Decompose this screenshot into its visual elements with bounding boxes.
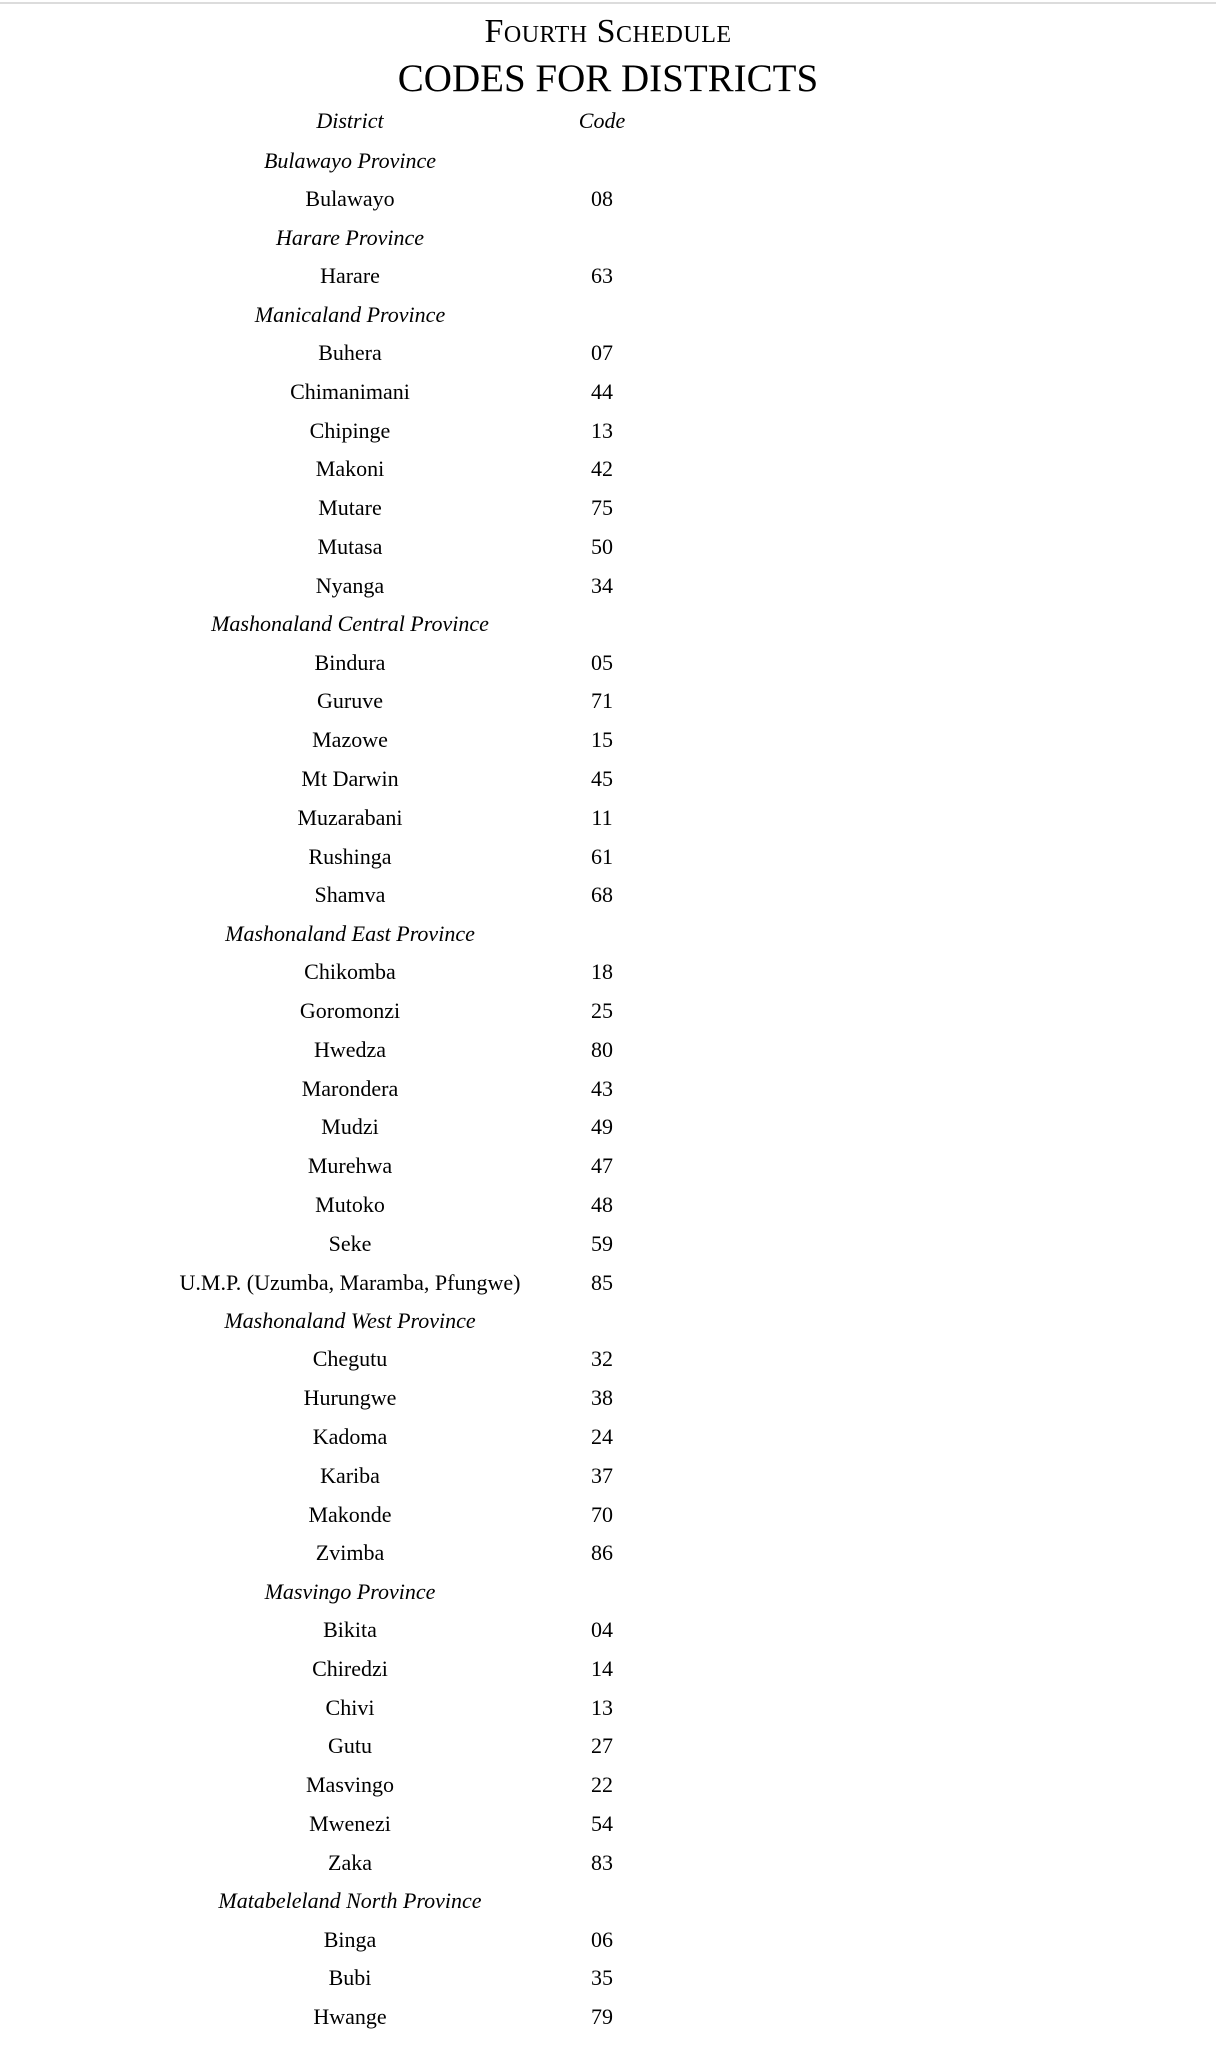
district-name: Murehwa: [307, 1153, 393, 1179]
district-name: Hwedza: [313, 1036, 387, 1062]
district-name: Zvimba: [315, 1540, 385, 1566]
district-code: 25: [591, 997, 613, 1023]
district-code: 86: [591, 1540, 613, 1566]
district-code: 24: [591, 1423, 613, 1449]
district-code: 43: [591, 1075, 613, 1101]
district-code: 15: [591, 727, 613, 753]
table-row: [150, 1418, 654, 1457]
province-code-empty: [550, 915, 654, 953]
district-code: 80: [591, 1036, 613, 1062]
province-name: Masvingo Province: [264, 1578, 436, 1604]
province-name: Mashonaland East Province: [225, 920, 475, 946]
column-header-district: District: [316, 108, 384, 133]
district-code: 71: [591, 688, 613, 714]
table-row: [150, 1998, 654, 2037]
district-name: Bubi: [328, 1965, 372, 1991]
district-name: Rushinga: [308, 843, 392, 869]
district-name: Chiredzi: [312, 1655, 388, 1681]
district-name: Chegutu: [312, 1346, 388, 1372]
district-code: 18: [591, 959, 613, 985]
province-code-empty: [550, 1573, 654, 1611]
district-codes-table: [150, 100, 654, 2037]
province-code-empty: [550, 1302, 654, 1340]
district-code: 13: [591, 417, 613, 443]
district-name: Buhera: [318, 339, 382, 365]
district-code: 32: [591, 1346, 613, 1372]
table-row: [150, 411, 654, 450]
province-name: Mashonaland Central Province: [211, 611, 489, 637]
province-row: [150, 1573, 654, 1611]
district-name: Mazowe: [312, 727, 388, 753]
table-row: [150, 489, 654, 528]
table-row: [150, 837, 654, 876]
district-code: 34: [591, 572, 613, 598]
district-name: Gutu: [328, 1733, 372, 1759]
table-row: [150, 760, 654, 799]
district-code: 68: [591, 882, 613, 908]
district-name: Zaka: [328, 1849, 372, 1875]
province-code-empty: [550, 142, 654, 180]
district-code: 35: [591, 1965, 613, 1991]
table-row: [150, 1727, 654, 1766]
table-row: [150, 1224, 654, 1263]
district-code: 42: [591, 456, 613, 482]
district-code: 14: [591, 1655, 613, 1681]
table-row: [150, 1688, 654, 1727]
district-code: 05: [591, 649, 613, 675]
table-row: [150, 450, 654, 489]
province-name: Bulawayo Province: [263, 148, 437, 173]
district-name: Hurungwe: [303, 1385, 397, 1411]
table-row: [150, 1495, 654, 1534]
table-row: [150, 992, 654, 1031]
top-divider: [0, 2, 1216, 4]
table-row: [150, 953, 654, 992]
district-code: 59: [591, 1230, 613, 1256]
district-code: 44: [591, 378, 613, 404]
table-row: [150, 528, 654, 567]
district-name: Mutare: [318, 495, 382, 521]
district-name: U.M.P. (Uzumba, Maramba, Pfungwe): [179, 1269, 521, 1295]
province-code-empty: [550, 605, 654, 643]
province-code-empty: [550, 296, 654, 334]
table-row: [150, 1920, 654, 1959]
table-row: [150, 1766, 654, 1805]
table-row: [150, 1456, 654, 1495]
province-row: [150, 605, 654, 643]
schedule-title: Fourth Schedule: [484, 13, 732, 50]
province-name: Mashonaland West Province: [224, 1307, 476, 1333]
table-row: [150, 180, 654, 219]
district-name: Nyanga: [315, 572, 385, 598]
district-code: 08: [591, 186, 613, 212]
district-name: Shamva: [314, 882, 386, 908]
district-name: Kariba: [320, 1462, 380, 1488]
table-row: [150, 1069, 654, 1108]
province-row: [150, 1882, 654, 1920]
district-code: 07: [591, 339, 613, 365]
district-code: 47: [591, 1153, 613, 1179]
page-title: CODES FOR DISTRICTS: [397, 57, 819, 100]
district-code: 45: [591, 765, 613, 791]
district-code: 75: [591, 495, 613, 521]
district-name: Harare: [320, 263, 380, 289]
district-code: 50: [591, 533, 613, 559]
table-row: [150, 1379, 654, 1418]
district-code: 06: [591, 1926, 613, 1952]
district-code: 22: [591, 1772, 613, 1798]
province-name: Manicaland Province: [254, 301, 446, 327]
table-row: [150, 682, 654, 721]
district-code: 04: [591, 1617, 613, 1643]
table-row: [150, 1805, 654, 1844]
table-row: [150, 1534, 654, 1573]
district-name: Seke: [328, 1230, 372, 1256]
table-row: [150, 643, 654, 682]
province-row: [150, 915, 654, 953]
district-code: 54: [591, 1811, 613, 1837]
district-name: Guruve: [317, 688, 383, 714]
district-code: 37: [591, 1462, 613, 1488]
district-code: 49: [591, 1114, 613, 1140]
district-code: 13: [591, 1694, 613, 1720]
district-name: Bikita: [323, 1617, 377, 1643]
district-code: 38: [591, 1385, 613, 1411]
table-row: [150, 1030, 654, 1069]
district-code: 63: [591, 263, 613, 289]
district-name: Marondera: [301, 1075, 399, 1101]
province-code-empty: [550, 1882, 654, 1920]
district-code: 11: [591, 804, 613, 830]
table-row: [150, 1959, 654, 1998]
column-header-code: Code: [578, 108, 626, 133]
district-code: 83: [591, 1849, 613, 1875]
table-row: [150, 721, 654, 760]
province-row: [150, 142, 654, 180]
district-name: Bindura: [314, 649, 386, 675]
table-row: [150, 334, 654, 373]
table-row: [150, 1186, 654, 1225]
district-code: 27: [591, 1733, 613, 1759]
district-name: Kadoma: [312, 1423, 388, 1449]
table-row: [150, 372, 654, 411]
table-row: [150, 798, 654, 837]
province-name: Matabeleland North Province: [218, 1888, 482, 1914]
table-row: [150, 257, 654, 296]
district-code: 85: [591, 1269, 613, 1295]
table-body: [150, 100, 654, 2037]
district-name: Mt Darwin: [301, 765, 399, 791]
table-row: [150, 566, 654, 605]
table-row: [150, 1611, 654, 1650]
district-name: Goromonzi: [299, 997, 401, 1023]
district-code: 79: [591, 2004, 613, 2030]
district-code: 48: [591, 1191, 613, 1217]
table-row: [150, 1650, 654, 1689]
province-row: [150, 219, 654, 257]
table-row: [150, 1263, 654, 1302]
district-name: Makoni: [315, 456, 385, 482]
district-code: 70: [591, 1501, 613, 1527]
district-name: Masvingo: [306, 1772, 394, 1798]
district-name: Chikomba: [304, 959, 396, 985]
district-name: Hwange: [313, 2004, 387, 2030]
table-row: [150, 1843, 654, 1882]
province-name: Harare Province: [275, 224, 425, 250]
province-code-empty: [550, 219, 654, 257]
district-name: Muzarabani: [297, 804, 403, 830]
district-name: Bulawayo: [305, 186, 395, 212]
province-row: [150, 296, 654, 334]
district-name: Mwenezi: [309, 1811, 391, 1837]
district-name: Makonde: [308, 1501, 392, 1527]
district-name: Chimanimani: [290, 378, 410, 404]
district-name: Chipinge: [309, 417, 391, 443]
table-header-row: [150, 100, 654, 142]
district-name: Chivi: [325, 1694, 375, 1720]
district-code: 61: [591, 843, 613, 869]
table-row: [150, 1108, 654, 1147]
table-row: [150, 1340, 654, 1379]
table-row: [150, 876, 654, 915]
district-name: Mutasa: [317, 533, 383, 559]
table-row: [150, 1147, 654, 1186]
province-row: [150, 1302, 654, 1340]
district-name: Mudzi: [321, 1114, 379, 1140]
district-name: Binga: [323, 1926, 377, 1952]
district-name: Mutoko: [315, 1191, 385, 1217]
